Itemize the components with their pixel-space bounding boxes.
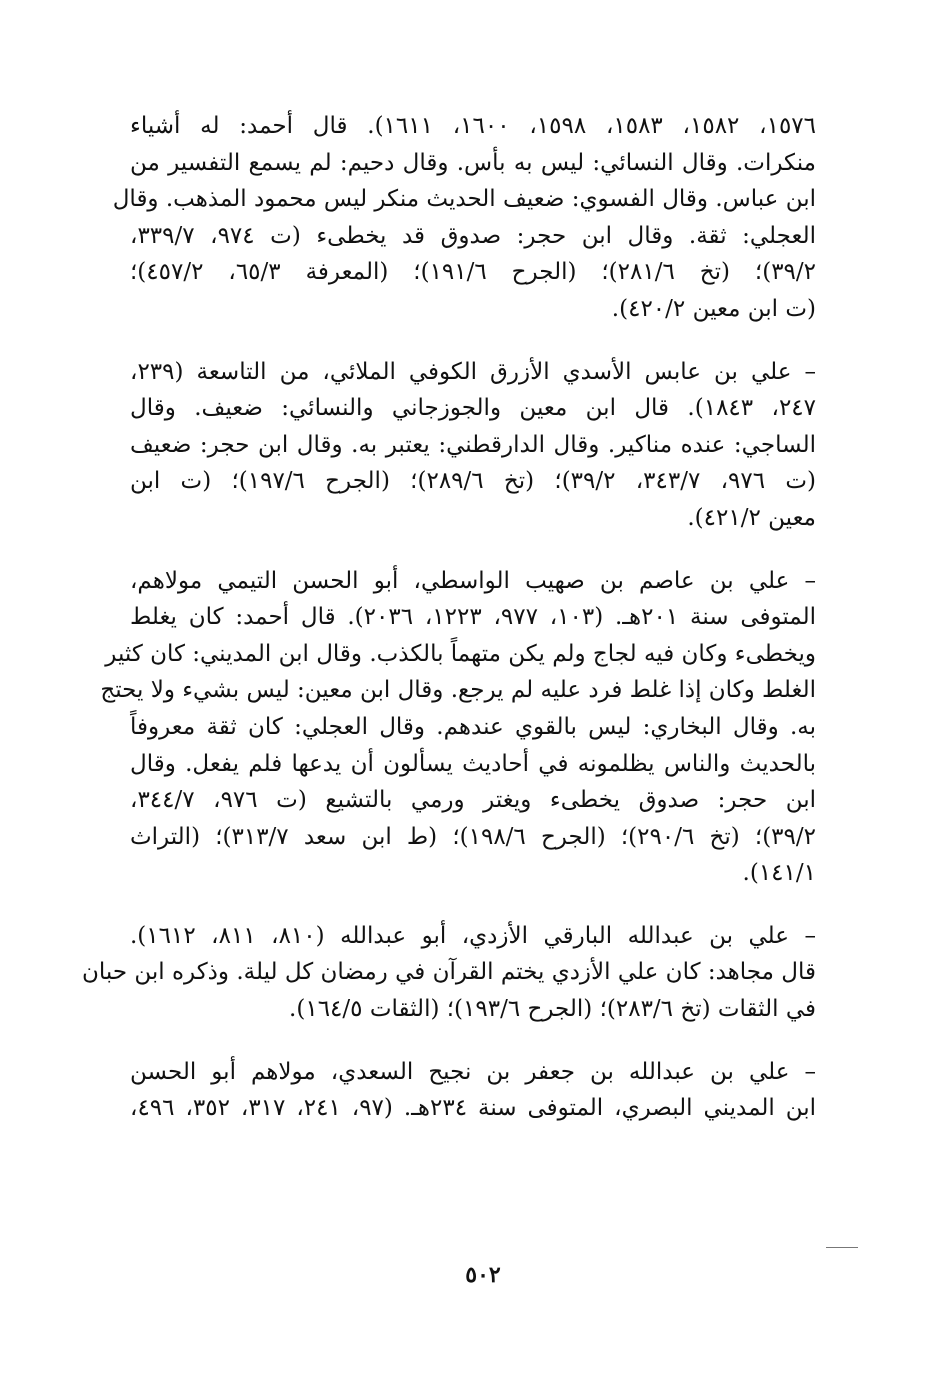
text-line: – علي بن عاصم بن صهيب الواسطي، أبو الحسن التيمي مولاهم،: [130, 567, 816, 594]
text-line: المتوفى سنة ٢٠١هـ. (١٠٣، ٩٧٧، ١٢٢٣، ٢٠٣٦). قال أحمد: كان يغلط: [130, 604, 817, 631]
entry-2: [130, 354, 816, 537]
footer-rule: [826, 1247, 858, 1248]
entry-4: [81, 918, 816, 1028]
text-line: قال مجاهد: كان علي الأزدي يختم القرآن في رمضان كل ليلة. وذكره ابن حبان: [81, 959, 816, 986]
page-body: [81, 108, 817, 1153]
page-number: ٥٠٢: [465, 1262, 501, 1288]
text-line: (ت ٩٧٦، ٣٤٣/٧، ٣٩/٢)؛ (تخ ٢٨٩/٦)؛ (الجرح ١٩٧/٦)؛ (ت ابن: [130, 468, 816, 495]
text-line: ابن عباس. وقال الفسوي: ضعيف الحديث منكر ليس محمود المذهب. وقال: [112, 186, 816, 213]
text-line: العجلي: ثقة. وقال ابن حجر: صدوق قد يخطىء (ت ٩٧٤، ٣٣٩/٧،: [130, 222, 817, 249]
text-line: (ت ابن معين ٤٢٠/٢).: [611, 295, 816, 322]
text-line: به. وقال البخاري: ليس بالقوي عندهم. وقال العجلي: كان ثقة معروفاً: [130, 713, 816, 740]
text-line: ١٤١/١).: [742, 860, 816, 887]
text-line: في الثقات (تخ ٢٨٣/٦)؛ (الجرح ١٩٣/٦)؛ (الثقات ١٦٤/٥).: [289, 996, 816, 1023]
text-line: بالحديث والناس يظلمونه في أحاديث يسألون أن يدعها فلم يفعل. وقال: [130, 750, 816, 777]
entry-3: [100, 563, 817, 892]
text-line: – علي بن عبدالله البارقي الأزدي، أبو عبدالله (٨١٠، ٨١١، ١٦١٢).: [130, 922, 816, 949]
text-line: ابن حجر: صدوق يخطىء ويغتر ورمي بالتشيع (ت ٩٧٦، ٣٤٤/٧،: [130, 787, 817, 814]
text-line: ١٥٧٦، ١٥٨٢، ١٥٨٣، ١٥٩٨، ١٦٠٠، ١٦١١). قال أحمد: له أشياء: [130, 113, 817, 139]
text-line: ٣٩/٢)؛ (تخ ٢٨١/٦)؛ (الجرح ١٩١/٦)؛ (المعرفة ٦٥/٣، ٤٥٧/٢)؛: [130, 259, 817, 286]
text-line: الغلط وكان إذا غلط فرد عليه لم يرجع. وقال ابن معين: ليس بشيء ولا يحتج: [100, 677, 816, 704]
text-line: الساجي: عنده مناكير. وقال الدارقطني: يعتبر به. وقال ابن حجر: ضعيف: [130, 431, 816, 458]
text-line: – علي بن عابس الأسدي الأزرق الكوفي الملائي، من التاسعة (٢٣٩،: [130, 358, 816, 385]
text-line: معين ٤٢١/٢).: [687, 504, 816, 531]
text-line: منكرات. وقال النسائي: ليس به بأس. وقال دحيم: لم يسمع التفسير من: [130, 149, 816, 176]
entry-1: [112, 108, 817, 328]
text-line: – علي بن عبدالله بن جعفر بن نجيح السعدي، مولاهم أبو الحسن: [130, 1058, 816, 1085]
text-line: ٢٤٧، ١٨٤٣). قال ابن معين والجوزجاني والنسائي: ضعيف. وقال: [130, 395, 816, 422]
text-line: ٣٩/٢)؛ (تخ ٢٩٠/٦)؛ (الجرح ١٩٨/٦)؛ (ط ابن سعد ٣١٣/٧)؛ (التراث: [130, 823, 816, 850]
text-line: ابن المديني البصري، المتوفى سنة ٢٣٤هـ. (٩٧، ٢٤١، ٣١٧، ٣٥٢، ٤٩٦،: [130, 1095, 817, 1122]
text-line: ويخطىء وكان فيه لجاج ولم يكن متهماً بالكذب. وقال ابن المديني: كان كثير: [105, 640, 816, 667]
entry-5: [130, 1054, 816, 1127]
